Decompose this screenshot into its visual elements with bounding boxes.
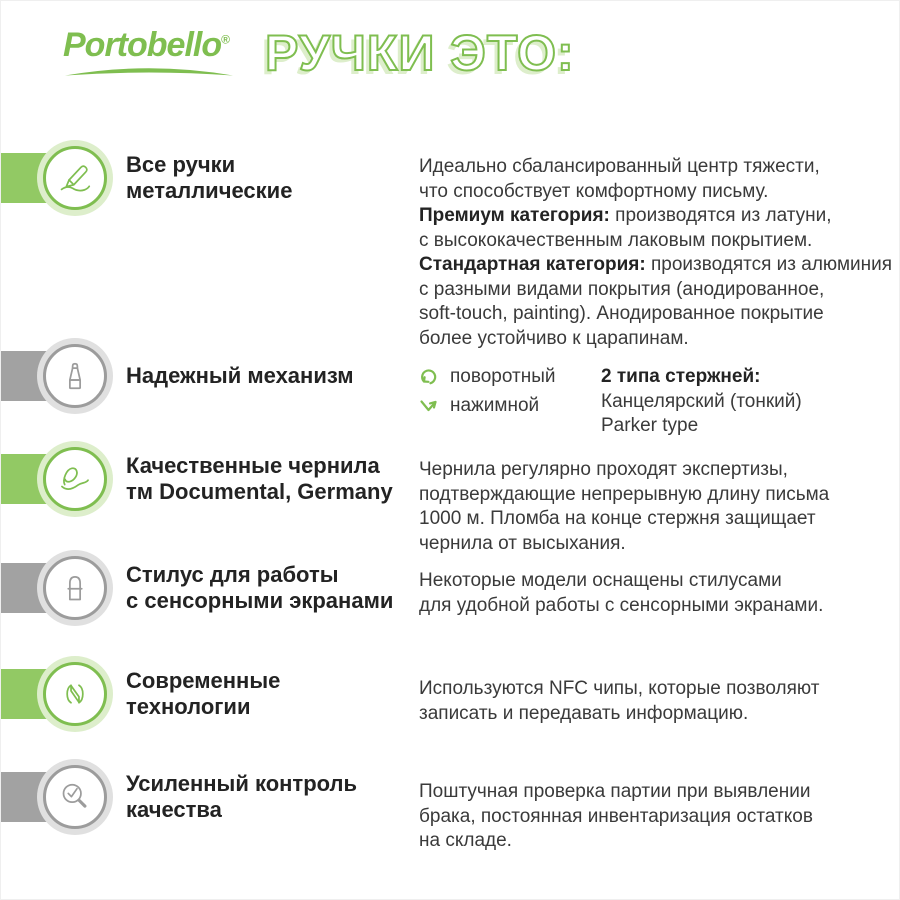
feature-body-line: Некоторые модели оснащены стилусами	[419, 570, 782, 591]
feature-body-line: Стандартная категория: производятся из алюминия	[419, 254, 893, 275]
feature-body	[419, 780, 813, 854]
brand-logo	[63, 28, 235, 78]
feature-body-line: Идеально сбалансированный центр тяжести,	[419, 156, 820, 177]
pen-tip-icon	[56, 357, 94, 395]
feature-body	[419, 155, 892, 351]
feature-icon-badge	[43, 662, 107, 726]
feature-body-line: более устойчиво к царапинам.	[419, 327, 689, 349]
refill-types-title: 2 типа стержней:	[601, 366, 761, 387]
feature-row	[1, 152, 900, 349]
feature-body-line: что способствует комфортному письму.	[419, 180, 769, 202]
feature-body-line: подтверждающие непрерывную длину письма	[419, 483, 830, 505]
feature-body-line: Чернила регулярно проходят экспертизы,	[419, 459, 788, 480]
quality-check-icon	[56, 778, 94, 816]
feature-body-line: Используются NFC чипы, которые позволяют	[419, 678, 820, 699]
feature-row	[1, 562, 900, 616]
feature-body	[419, 569, 823, 618]
feature-row	[1, 668, 900, 724]
stylus-tip-icon	[56, 569, 94, 607]
feature-row	[1, 351, 900, 436]
feature-body-line: с высококачественным лаковым покрытием.	[419, 229, 813, 251]
feature-title	[126, 453, 393, 505]
feature-title	[126, 152, 292, 204]
ink-scribble-icon	[56, 460, 94, 498]
brand-logo-text: Portobello®	[63, 26, 229, 64]
refill-type: Parker type	[601, 415, 699, 436]
mechanism-item	[419, 365, 601, 389]
feature-icon-badge	[43, 447, 107, 511]
push-arrow-icon	[419, 396, 439, 416]
feature-body	[419, 458, 829, 556]
mechanism-block	[419, 365, 802, 439]
feature-row	[1, 453, 900, 554]
feature-title-line: технологии	[126, 694, 251, 719]
feature-title-line: Качественные чернила	[126, 453, 380, 478]
refill-type: Канцелярский (тонкий)	[601, 390, 802, 412]
nfc-icon	[56, 675, 94, 713]
feature-icon-badge	[43, 344, 107, 408]
pen-in-hand-icon	[56, 159, 94, 197]
brand-swoosh-icon	[63, 65, 235, 78]
feature-title	[126, 363, 354, 389]
feature-title	[126, 668, 280, 720]
feature-title	[126, 771, 357, 823]
feature-title-line: тм Documental, Germany	[126, 479, 393, 504]
feature-title-line: с сенсорными экранами	[126, 588, 394, 613]
feature-title-line: Усиленный контроль	[126, 771, 358, 796]
feature-title	[126, 562, 393, 614]
feature-title-line: Надежный механизм	[126, 363, 354, 388]
feature-body-line: чернила от высыхания.	[419, 532, 626, 554]
feature-body-line: брака, постоянная инвентаризация остатков	[419, 805, 813, 827]
feature-row	[1, 771, 900, 851]
feature-body-line: Премиум категория: производятся из латуни,	[419, 205, 832, 226]
mechanism-item-label: нажимной	[450, 394, 540, 416]
feature-body-line: для удобной работы с сенсорными экранами.	[419, 594, 824, 616]
feature-title-line: Все ручки	[126, 152, 236, 177]
feature-icon-badge	[43, 146, 107, 210]
rotate-arrow-icon	[419, 367, 439, 387]
page-title: РУЧКИ ЭТО:	[265, 25, 575, 81]
feature-title-line: качества	[126, 797, 222, 822]
feature-icon-badge	[43, 556, 107, 620]
refill-types	[601, 365, 802, 439]
feature-body	[419, 365, 802, 439]
feature-body-line: записать и передавать информацию.	[419, 702, 749, 724]
mechanism-item	[419, 394, 601, 418]
feature-title-line: металлические	[126, 178, 293, 203]
feature-body-line: Поштучная проверка партии при выявлении	[419, 781, 811, 802]
feature-title-line: Стилус для работы	[126, 562, 339, 587]
feature-body-line: на складе.	[419, 830, 512, 851]
feature-title-line: Современные	[126, 668, 281, 693]
mechanism-item-label: поворотный	[450, 365, 556, 387]
feature-body-line: 1000 м. Пломба на конце стержня защищает	[419, 508, 816, 529]
feature-body	[419, 677, 819, 726]
registered-trademark-icon: ®	[221, 32, 229, 47]
feature-body-line: soft-touch, painting). Анодированное покрытие	[419, 303, 824, 324]
mechanism-types	[419, 365, 601, 439]
feature-icon-badge	[43, 765, 107, 829]
feature-body-line: с разными видами покрытия (анодированное,	[419, 278, 825, 300]
